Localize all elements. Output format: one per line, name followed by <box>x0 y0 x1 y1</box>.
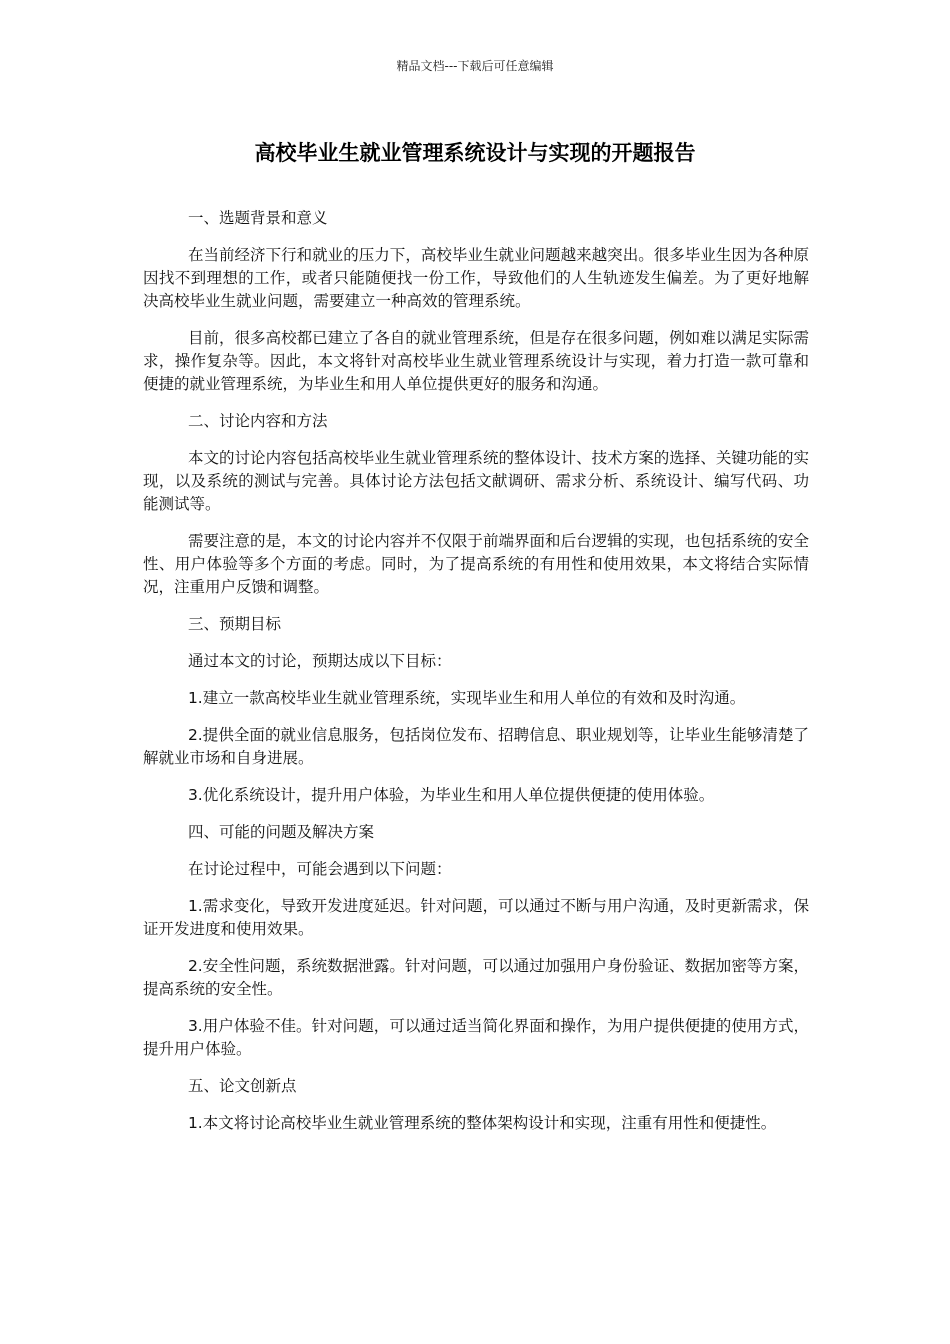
problem-item: 2.安全性问题，系统数据泄露。针对问题，可以通过加强用户身份验证、数据加密等方案，提高系统的安全性。 <box>143 957 809 998</box>
header-note: 精品文档---下载后可任意编辑 <box>396 59 554 73</box>
paragraph: 通过本文的讨论，预期达成以下目标： <box>187 652 452 670</box>
paragraph: 在讨论过程中，可能会遇到以下问题： <box>187 860 452 878</box>
problem-item: 1.需求变化，导致开发进度延迟。针对问题，可以通过不断与用户沟通，及时更新需求，保证开发进度和使用效果。 <box>143 897 809 938</box>
section-heading-innovation: 五、论文创新点 <box>187 1077 297 1095</box>
section-heading-goals: 三、预期目标 <box>187 615 281 633</box>
paragraph: 目前，很多高校都已建立了各自的就业管理系统，但是存在很多问题，例如难以满足实际需求，操作复杂等。因此，本文将针对高校毕业生就业管理系统设计与实现，着力打造一款可靠和便捷的就业管理系统，为毕业生和用人单位提供更好的服务和沟通。 <box>143 329 809 393</box>
goal-item: 2.提供全面的就业信息服务，包括岗位发布、招聘信息、职业规划等，让毕业生能够清楚了解就业市场和自身进展。 <box>143 726 809 767</box>
paragraph: 需要注意的是，本文的讨论内容并不仅限于前端界面和后台逻辑的实现，也包括系统的安全性、用户体验等多个方面的考虑。同时，为了提高系统的有用性和使用效果，本文将结合实际情况，注重用户反馈和调整。 <box>143 532 809 596</box>
innovation-item: 1.本文将讨论高校毕业生就业管理系统的整体架构设计和实现，注重有用性和便捷性。 <box>187 1114 777 1132</box>
paragraph: 在当前经济下行和就业的压力下，高校毕业生就业问题越来越突出。很多毕业生因为各种原因找不到理想的工作，或者只能随便找一份工作，导致他们的人生轨迹发生偏差。为了更好地解决高校毕业生就业问题，需要建立一种高效的管理系统。 <box>143 246 809 310</box>
paragraph: 本文的讨论内容包括高校毕业生就业管理系统的整体设计、技术方案的选择、关键功能的实现，以及系统的测试与完善。具体讨论方法包括文献调研、需求分析、系统设计、编写代码、功能测试等。 <box>143 449 809 513</box>
section-heading-problems: 四、可能的问题及解决方案 <box>187 823 374 841</box>
page-title: 高校毕业生就业管理系统设计与实现的开题报告 <box>254 141 696 165</box>
section-heading-background: 一、选题背景和意义 <box>187 209 328 227</box>
goal-item: 3.优化系统设计，提升用户体验，为毕业生和用人单位提供便捷的使用体验。 <box>187 786 715 804</box>
problem-item: 3.用户体验不佳。针对问题，可以通过适当简化界面和操作，为用户提供便捷的使用方式，提升用户体验。 <box>143 1017 809 1058</box>
document-body <box>143 207 809 1149</box>
goal-item: 1.建立一款高校毕业生就业管理系统，实现毕业生和用人单位的有效和及时沟通。 <box>187 689 746 707</box>
section-heading-content-method: 二、讨论内容和方法 <box>187 412 328 430</box>
